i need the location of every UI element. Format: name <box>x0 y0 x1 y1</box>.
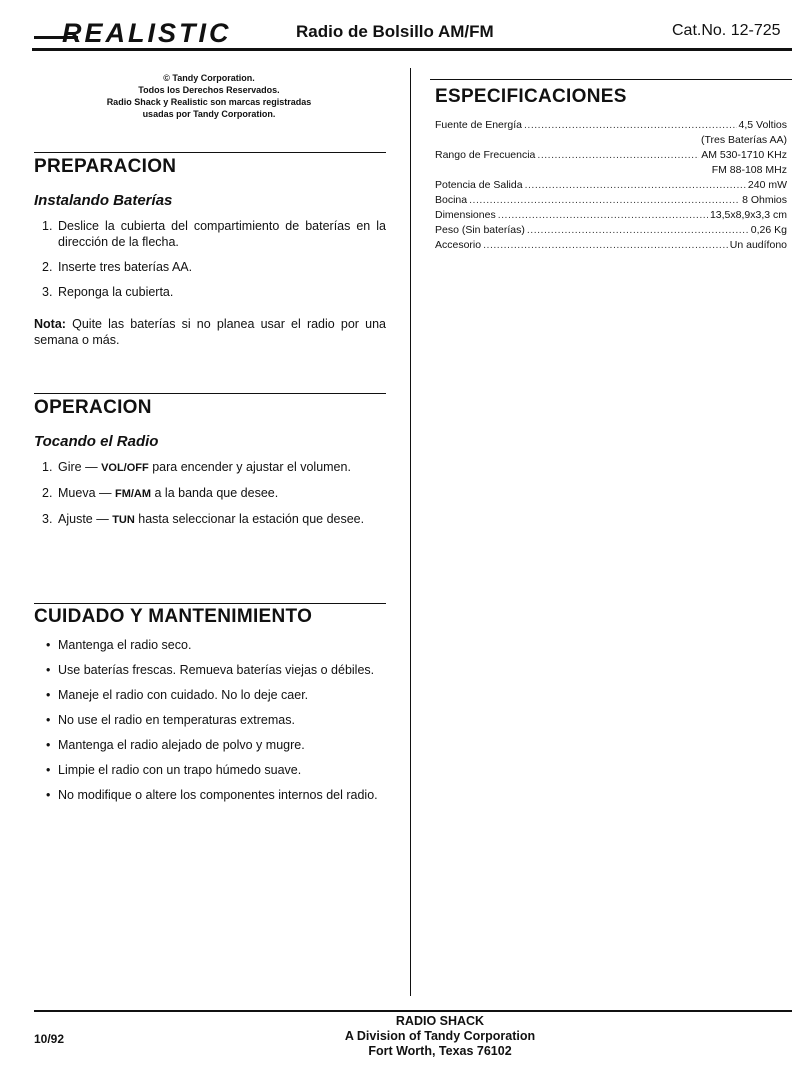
list-item: 3. Ajuste — TUN hasta seleccionar la estación que desee. <box>42 512 365 526</box>
brand-logo: REALISTIC <box>62 18 232 48</box>
list-item: • No use el radio en temperaturas extremas. <box>46 713 295 727</box>
section-rule <box>34 393 386 394</box>
section-title-operacion: OPERACION <box>34 397 152 418</box>
document-title: Radio de Bolsillo AM/FM <box>296 22 494 41</box>
list-item: • Maneje el radio con cuidado. No lo deje caer. <box>46 688 309 702</box>
footer-date: 10/92 <box>34 1032 65 1046</box>
footer-line: Fort Worth, Texas 76102 <box>368 1044 512 1058</box>
section-rule <box>430 79 792 80</box>
list-item: • Use baterías frescas. Remueva baterías viejas o débiles. <box>46 663 375 677</box>
list-item: • Mantenga el radio seco. <box>46 638 192 652</box>
note-label: Nota: <box>34 317 66 331</box>
copyright-line: © Tandy Corporation. <box>163 73 255 83</box>
subsection-title-tocando: Tocando el Radio <box>34 433 159 450</box>
copyright-notice <box>34 72 384 120</box>
copyright-line: Radio Shack y Realistic son marcas registradas <box>106 97 312 107</box>
battery-note <box>34 316 386 348</box>
subsection-title-baterias: Instalando Baterías <box>34 192 173 209</box>
spec-row: Fuente de Energía ..... 4,5 Voltios <box>435 118 787 133</box>
catalog-number: Cat.No. 12-725 <box>672 22 781 39</box>
spec-row-continuation: (Tres Baterías AA) <box>701 134 787 146</box>
control-label-fm-am: FM/AM <box>114 488 152 500</box>
list-item: 2. Mueva — FM/AM a la banda que desee. <box>42 486 279 500</box>
list-item: 1. Deslice la cubierta del compartimiento de baterías en la dirección de la flecha. <box>42 219 386 249</box>
section-rule <box>34 152 386 153</box>
section-title-preparacion: PREPARACION <box>34 156 177 177</box>
list-item: • Limpie el radio con un trapo húmedo suave. <box>46 763 302 777</box>
copyright-line: usadas por Tandy Corporation. <box>142 109 276 119</box>
spec-row: Peso (Sin baterías) ..... 0,26 Kg <box>435 223 787 238</box>
footer-line: RADIO SHACK <box>395 1014 485 1028</box>
column-divider <box>410 68 411 996</box>
care-list <box>34 637 386 812</box>
section-rule <box>34 603 386 604</box>
list-item: 3. Reponga la cubierta. <box>42 285 174 299</box>
spec-row-continuation: FM 88-108 MHz <box>711 164 787 176</box>
operation-steps-list <box>34 459 386 537</box>
list-item: • Mantenga el radio alejado de polvo y mugre. <box>46 738 305 752</box>
footer-publisher <box>230 1014 650 1059</box>
control-label-vol-off: VOL/OFF <box>101 462 149 474</box>
control-label-tun: TUN <box>112 514 135 526</box>
list-item: 1. Gire — VOL/OFF para encender y ajustar el volumen. <box>42 460 351 474</box>
battery-steps-list <box>34 218 386 309</box>
section-title-especificaciones: ESPECIFICACIONES <box>435 86 627 107</box>
footer-rule <box>34 1010 792 1012</box>
specifications-table <box>435 118 787 253</box>
spec-row: Bocina ..... 8 Ohmios <box>435 193 787 208</box>
header-rule <box>32 48 792 51</box>
spec-row: Accesorio ..... Un audífono <box>435 238 787 253</box>
spec-row: Rango de Frecuencia ..... AM 530-1710 KHz <box>435 148 787 163</box>
copyright-line: Todos los Derechos Reservados. <box>138 85 280 95</box>
list-item: • No modifique o altere los componentes internos del radio. <box>46 788 378 802</box>
spec-row: Dimensiones ..... 13,5x8,9x3,3 cm <box>435 208 787 223</box>
footer-line: A Division of Tandy Corporation <box>344 1029 536 1043</box>
list-item: 2. Inserte tres baterías AA. <box>42 260 193 274</box>
note-text: Quite las baterías si no planea usar el radio por una semana o más. <box>34 317 386 347</box>
section-title-cuidado: CUIDADO Y MANTENIMIENTO <box>34 606 313 627</box>
spec-row: Potencia de Salida ..... 240 mW <box>435 178 787 193</box>
